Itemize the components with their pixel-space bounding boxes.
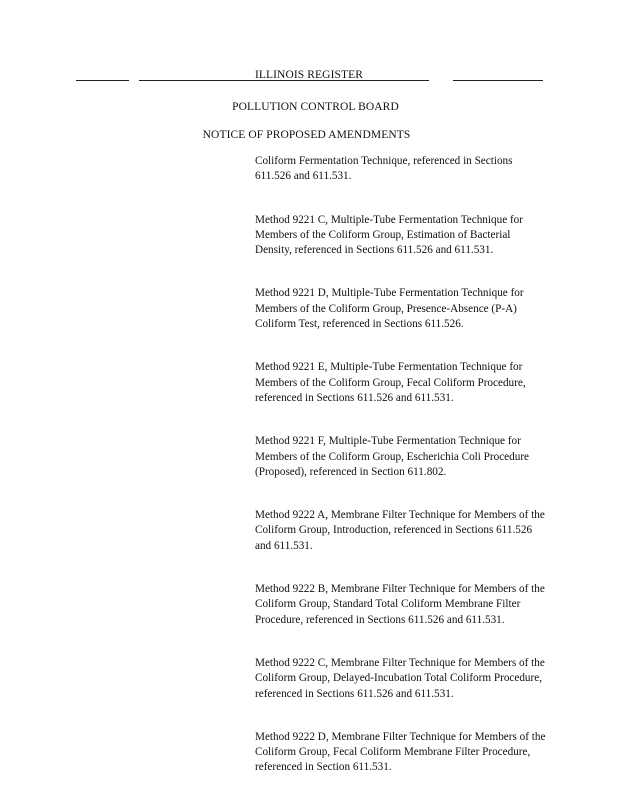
reference-entry: Method 9222 B, Membrane Filter Technique for Members of the Coliform Group, Standard Total Coliform Membrane Filter Procedure, referenced in Sections 611.526 and 611.531. [255, 583, 545, 626]
board-title: POLLUTION CONTROL BOARD [232, 101, 399, 113]
reference-entry: Method 9222 A, Membrane Filter Technique for Members of the Coliform Group, Introduction, referenced in Sections 611.526 and 611.531. [255, 509, 545, 552]
reference-list [255, 154, 547, 804]
register-header [0, 68, 619, 86]
reference-entry: Method 9221 F, Multiple-Tube Fermentation Technique for Members of the Coliform Group, Escherichia Coli Procedure (Proposed), referenced in Section 611.802. [255, 435, 530, 478]
reference-entry: Method 9222 C, Membrane Filter Technique for Members of the Coliform Group, Delayed-Incubation Total Coliform Procedure, referenced in Sections 611.526 and 611.531. [255, 656, 545, 700]
register-title: ILLINOIS REGISTER [254, 69, 364, 81]
reference-entry: Method 9221 C, Multiple-Tube Fermentation Technique for Members of the Coliform Group, Estimation of Bacterial Density, referenced in Sections 611.526 and 611.531. [255, 213, 523, 257]
reference-entry: Method 9222 D, Membrane Filter Technique for Members of the Coliform Group, Fecal Coliform Membrane Filter Procedure, referenced in Section 611.531. [255, 730, 546, 774]
header-rule-left [76, 80, 129, 81]
reference-entry: Method 9221 D, Multiple-Tube Fermentation Technique for Members of the Coliform Group, Presence-Absence (P-A) Coliform Test, referenced in Sections 611.526. [255, 287, 524, 331]
reference-entry: Coliform Fermentation Technique, referenced in Sections 611.526 and 611.531. [255, 155, 513, 183]
notice-title: NOTICE OF PROPOSED AMENDMENTS [202, 129, 411, 141]
reference-entry: Method 9221 E, Multiple-Tube Fermentation Technique for Members of the Coliform Group, Fecal Coliform Procedure, referenced in Sections 611.526 and 611.531. [255, 361, 526, 404]
